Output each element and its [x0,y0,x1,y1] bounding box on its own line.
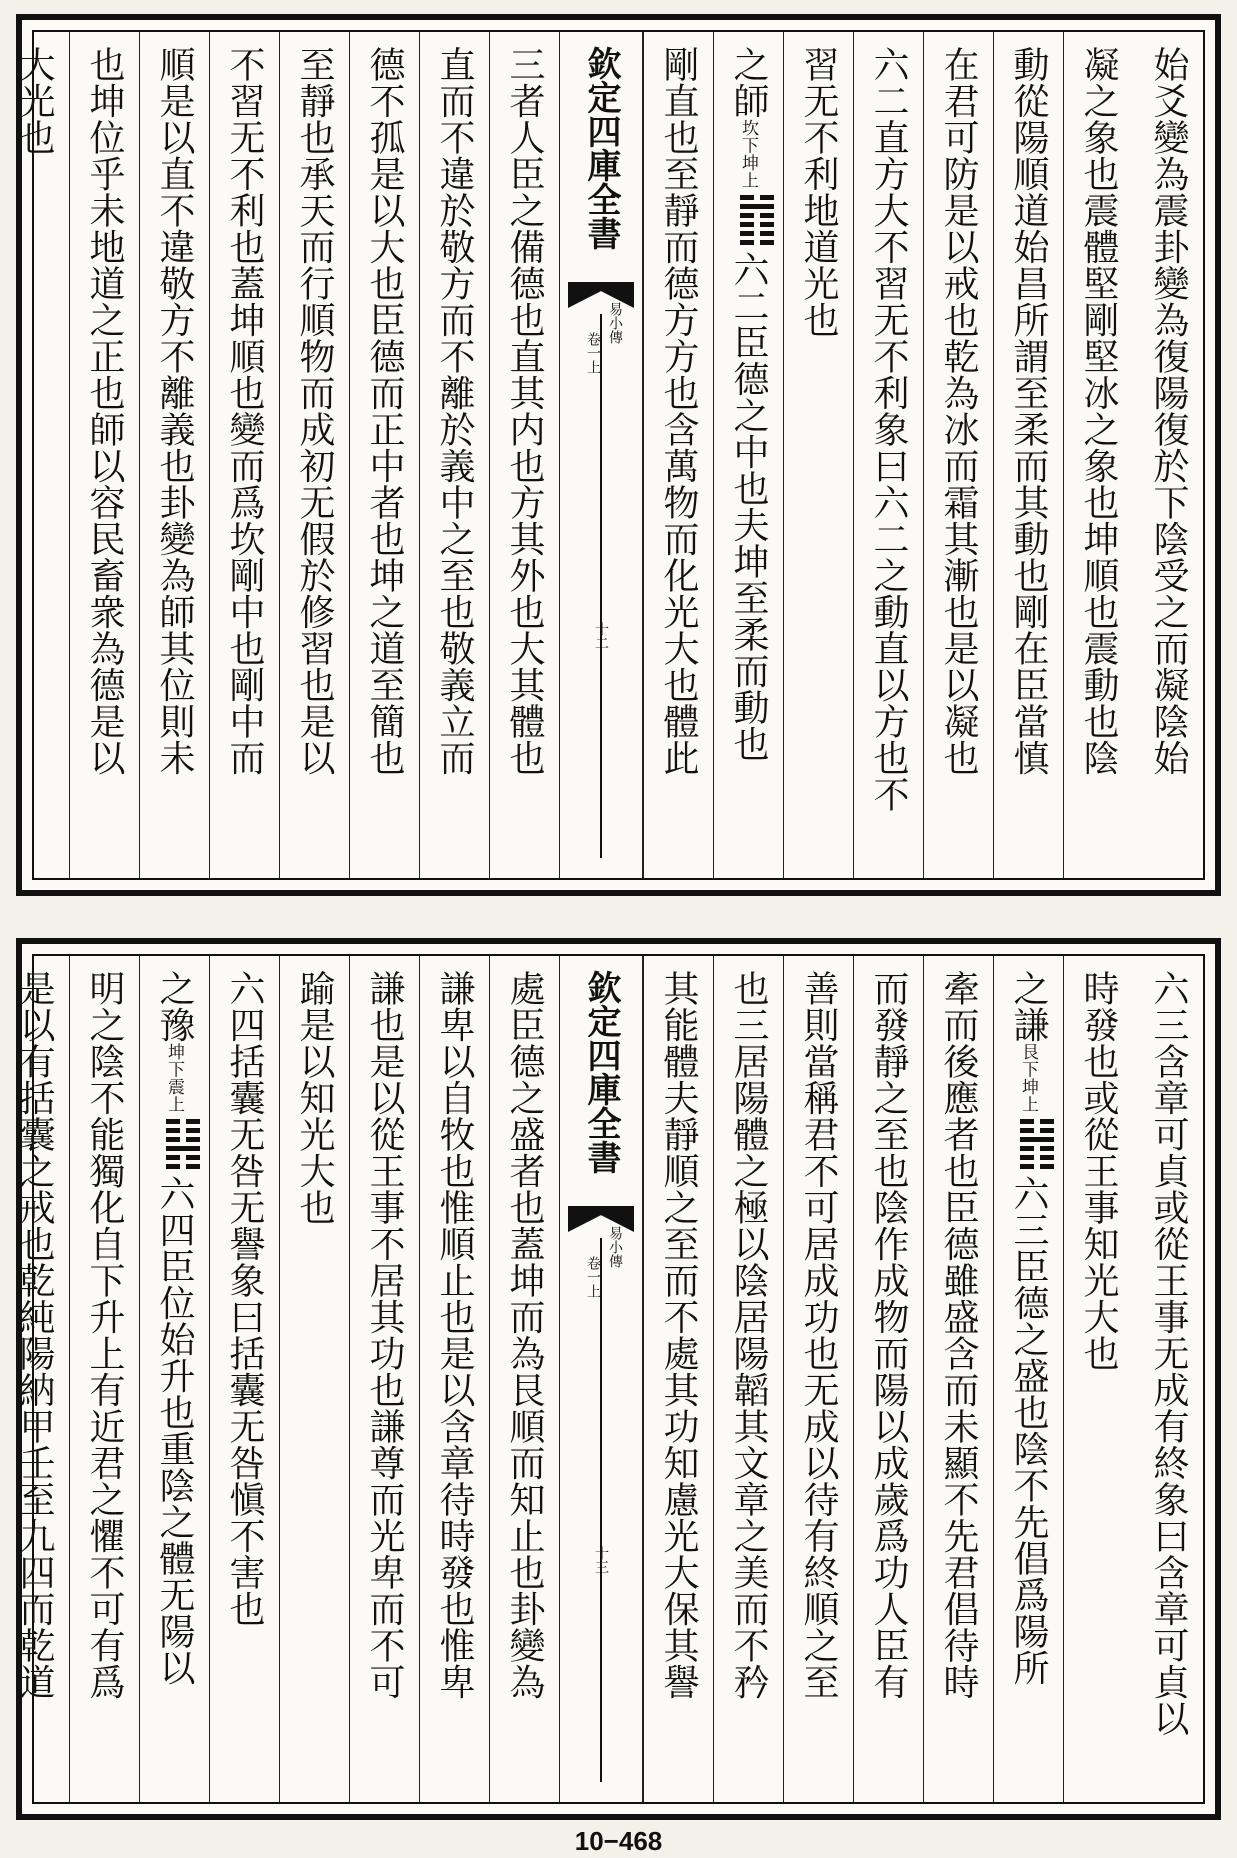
text-column: 動從陽順道始昌所謂至柔而其動也剛在臣當慎 [993,32,1063,878]
text-column: 也坤位乎未地道之正也師以容民畜衆為德是以 [69,32,139,878]
text-column: 凝之象也震體堅剛堅冰之象也坤順也震動也陰 [1063,32,1133,878]
gutter-book-title: 易小傳 [607,302,623,344]
text-column: 明之陰不能獨化自下升上有近君之懼不可有爲 [69,956,139,1802]
bottom-text-frame [14,954,1205,1804]
text-column: 大光也 [0,32,69,878]
text-column: 牽而後應者也臣德雖盛含而未顯不先君倡待時 [923,956,993,1802]
text-column: 三者人臣之備德也直其内也方其外也大其體也 [489,32,559,878]
center-gutter [559,32,643,878]
text-column: 習无不利地道光也 [783,32,853,878]
text-column: 踰是以知光大也 [279,956,349,1802]
gutter-title: 欽定四庫全書 [581,46,621,250]
hexagram-trigram-note: 震上 [164,1078,184,1113]
hexagram-trigram-note: 坤上 [738,154,758,189]
text-column: 至靜也承天而行順物而成初无假於修習也是以 [279,32,349,878]
hexagram-shi-icon [740,195,774,245]
text-column: 之師坎下坤上 六二臣德之中也夫坤至柔而動也 [713,32,783,878]
gutter-title: 欽定四庫全書 [581,970,621,1174]
text-column: 時發也或從王事知光大也 [1063,956,1133,1802]
text-column: 也三居陽體之極以陰居陽韜其文章之美而不矜 [713,956,783,1802]
hexagram-yu-icon [166,1119,200,1169]
text-column: 而發靜之至也陰作成物而陽以成歲爲功人臣有 [853,956,923,1802]
text-column: 謙也是以從王事不居其功也謙尊而光卑而不可 [349,956,419,1802]
fish-tail-mark-icon [568,282,634,308]
fish-tail-mark-icon [568,1206,634,1232]
hexagram-qian-icon [1020,1119,1054,1169]
text-column: 善則當稱君不可居成功也无成以待有終順之至 [783,956,853,1802]
text-column: 直而不違於敬方而不離於義中之至也敬義立而 [419,32,489,878]
text-column: 順是以直不違敬方不離義也卦變為師其位則未 [139,32,209,878]
gutter-book-title: 易小傳 [607,1226,623,1268]
text-column: 六二直方大不習无不利象曰六二之動直以方也不 [853,32,923,878]
hexagram-trigram-note: 坤上 [1018,1078,1038,1113]
gutter-center-line [600,314,602,858]
gutter-volume: 卷一上 [585,332,601,374]
bottom-page [16,938,1221,1820]
text-column: 始爻變為震卦變為復陽復於下陰受之而凝陰始 [1148,46,1189,776]
text-column: 德不孤是以大也臣德而正中者也坤之道至簡也 [349,32,419,878]
text-column: 其能體夫靜順之至而不處其功知慮光大保其譽 [643,956,713,1802]
gutter-volume: 卷一上 [585,1256,601,1298]
center-gutter [559,956,643,1802]
text-column: 在君可防是以戒也乾為冰而霜其漸也是以凝也 [923,32,993,878]
page-code: 10−468 [574,1826,663,1856]
text-column: 是以有括囊之戒也乾純陽納甲壬至九四而乾道 [0,956,69,1802]
gutter-center-line [600,1238,602,1782]
hexagram-trigram-note: 坎下 [738,119,758,154]
text-column: 不習无不利也蓋坤順也變而爲坎剛中也剛中而 [209,32,279,878]
text-column: 之豫坤下震上 六四臣位始升也重陰之體无陽以 [139,956,209,1802]
text-column: 之謙艮下坤上 六三臣德之盛也陰不先倡爲陽所 [993,956,1063,1802]
text-column: 處臣德之盛者也蓋坤而為艮順而知止也卦變為 [489,956,559,1802]
hexagram-trigram-note: 艮下 [1018,1043,1038,1078]
text-column: 謙卑以自牧也惟順止也是以含章待時發也惟卑 [419,956,489,1802]
gutter-page-number: 十三 [593,1546,609,1574]
text-column: 六三含章可貞或從王事无成有終象曰含章可貞以 [1148,970,1189,1737]
top-page [16,14,1221,896]
top-text-frame [14,30,1205,880]
text-column: 剛直也至靜而德方方也含萬物而化光大也體此 [643,32,713,878]
text-column: 六四括囊无咎无譽象曰括囊无咎愼不害也 [209,956,279,1802]
hexagram-trigram-note: 坤下 [164,1043,184,1078]
gutter-page-number: 十二 [593,622,609,650]
